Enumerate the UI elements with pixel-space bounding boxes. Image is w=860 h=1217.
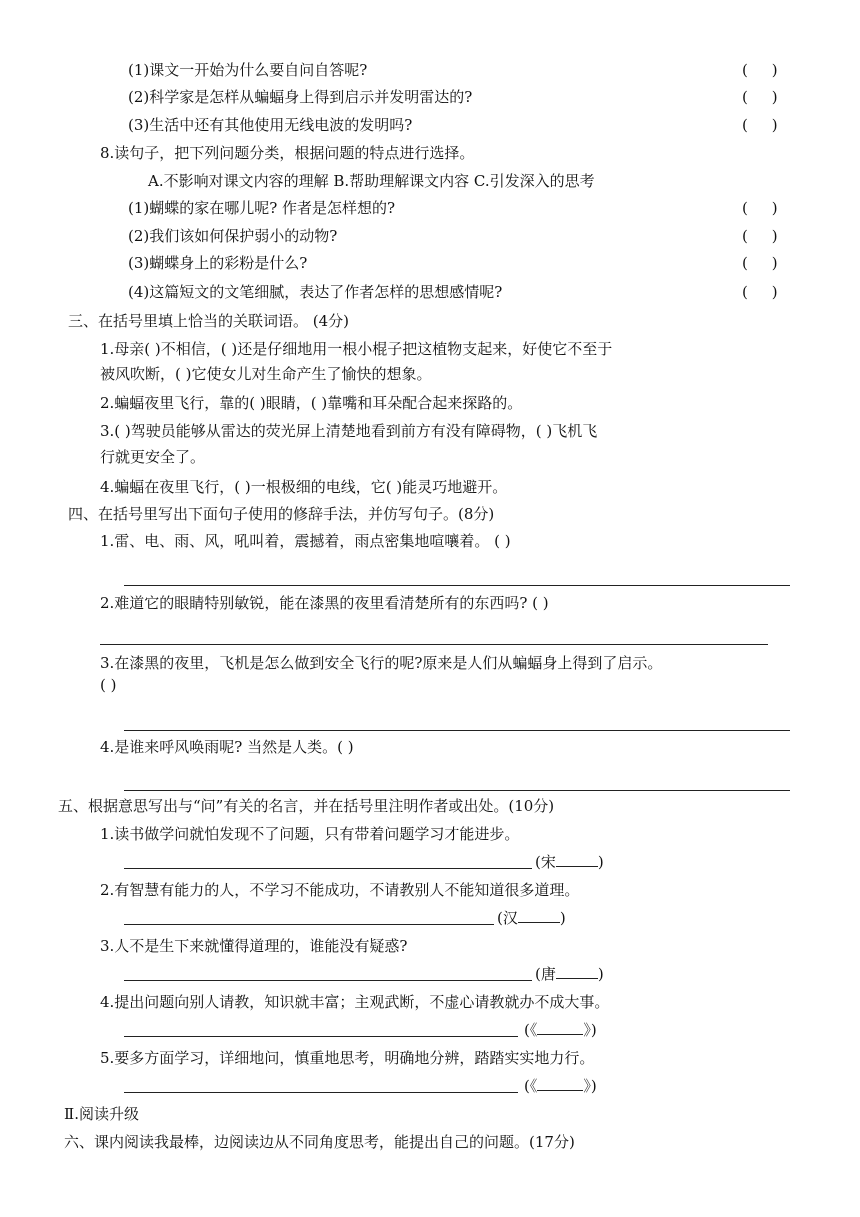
s3-q4[interactable]: 4.蝙蝠在夜里飞行，( )一根极细的电线，它( )能灵巧地避开。 <box>100 478 508 496</box>
writing-line[interactable] <box>124 790 790 791</box>
writing-line[interactable] <box>124 924 494 925</box>
s5-q2: 2.有智慧有能力的人，不学习不能成功，不请教别人不能知道很多道理。 <box>100 881 580 899</box>
s3-q3-line-a[interactable]: 3.( )驾驶员能够从雷达的荧光屏上清楚地看到前方有没有障碍物，( )飞机飞 <box>100 422 598 440</box>
q8-item-2: (2)我们该如何保护弱小的动物? <box>128 227 338 245</box>
writing-line[interactable] <box>124 585 790 586</box>
answer-paren[interactable]: ( ) <box>742 283 778 301</box>
writing-line[interactable] <box>124 1092 518 1093</box>
s3-q3-line-b: 行就更安全了。 <box>100 448 206 466</box>
q8-item-1: (1)蝴蝶的家在哪儿呢? 作者是怎样想的? <box>128 199 396 217</box>
source-note[interactable]: (唐 ) <box>535 965 604 983</box>
q8-item-4: (4)这篇短文的文笔细腻，表达了作者怎样的思想感情呢? <box>128 283 503 301</box>
s5-q5: 5.要多方面学习，详细地问，慎重地思考，明确地分辨，踏踏实实地力行。 <box>100 1049 595 1067</box>
s5-q3: 3.人不是生下来就懂得道理的，谁能没有疑惑? <box>100 937 408 955</box>
source-note[interactable]: (《 》) <box>524 1021 597 1039</box>
q7-item-2: (2)科学家是怎样从蝙蝠身上得到启示并发明雷达的? <box>128 88 473 106</box>
answer-paren[interactable]: ( ) <box>742 61 778 79</box>
source-note[interactable]: (汉 ) <box>497 909 566 927</box>
section-6-title: 六、课内阅读我最棒，边阅读边从不同角度思考，能提出自己的问题。(17分) <box>64 1133 575 1151</box>
section-5-title: 五、根据意思写出与“问”有关的名言，并在括号里注明作者或出处。(10分) <box>58 797 555 815</box>
s4-q2[interactable]: 2.难道它的眼睛特别敏锐，能在漆黑的夜里看清楚所有的东西吗? ( ) <box>100 594 549 612</box>
s3-q2[interactable]: 2.蝙蝠夜里飞行，靠的( )眼睛，( )靠嘴和耳朵配合起来探路的。 <box>100 394 523 412</box>
section-4-title: 四、在括号里写出下面句子使用的修辞手法，并仿写句子。(8分) <box>68 505 495 523</box>
q8-options: A.不影响对课文内容的理解 B.帮助理解课文内容 C.引发深入的思考 <box>148 172 595 190</box>
q7-item-3: (3)生活中还有其他使用无线电波的发明吗? <box>128 116 413 134</box>
s3-q1-line-a[interactable]: 1.母亲( )不相信，( )还是仔细地用一根小棍子把这植物支起来，好使它不至于 <box>100 340 613 358</box>
s5-q1: 1.读书做学问就怕发现不了问题，只有带着问题学习才能进步。 <box>100 825 520 843</box>
s3-q1-line-b[interactable]: 被风吹断，( )它使女儿对生命产生了愉快的想象。 <box>100 365 432 383</box>
writing-line[interactable] <box>124 730 790 731</box>
source-note[interactable]: (宋 ) <box>535 853 604 871</box>
writing-line[interactable] <box>124 980 532 981</box>
writing-line[interactable] <box>124 868 532 869</box>
writing-line[interactable] <box>100 644 768 645</box>
q7-item-1: (1)课文一开始为什么要自问自答呢? <box>128 61 368 79</box>
source-note[interactable]: (《 》) <box>524 1077 597 1095</box>
s4-q3-line-a: 3.在漆黑的夜里，飞机是怎么做到安全飞行的呢?原来是人们从蝙蝠身上得到了启示。 <box>100 654 663 672</box>
s5-q4: 4.提出问题向别人请教，知识就丰富；主观武断，不虚心请教就办不成大事。 <box>100 993 610 1011</box>
answer-paren[interactable]: ( ) <box>742 227 778 245</box>
answer-paren[interactable]: ( ) <box>742 254 778 272</box>
answer-paren[interactable]: ( ) <box>742 116 778 134</box>
answer-paren[interactable]: ( ) <box>742 199 778 217</box>
s4-q3-line-b[interactable]: ( ) <box>100 676 117 694</box>
s4-q4[interactable]: 4.是谁来呼风唤雨呢? 当然是人类。( ) <box>100 738 354 756</box>
s4-q1[interactable]: 1.雷、电、雨、风，吼叫着，震撼着，雨点密集地喧嚷着。 ( ) <box>100 532 511 550</box>
q8-item-3: (3)蝴蝶身上的彩粉是什么? <box>128 254 308 272</box>
answer-paren[interactable]: ( ) <box>742 88 778 106</box>
section-3-title: 三、在括号里填上恰当的关联词语。 (4分) <box>68 312 350 330</box>
q8-stem: 8.读句子，把下列问题分类，根据问题的特点进行选择。 <box>100 144 475 162</box>
writing-line[interactable] <box>124 1036 518 1037</box>
part-2-heading: Ⅱ.阅读升级 <box>64 1105 139 1123</box>
